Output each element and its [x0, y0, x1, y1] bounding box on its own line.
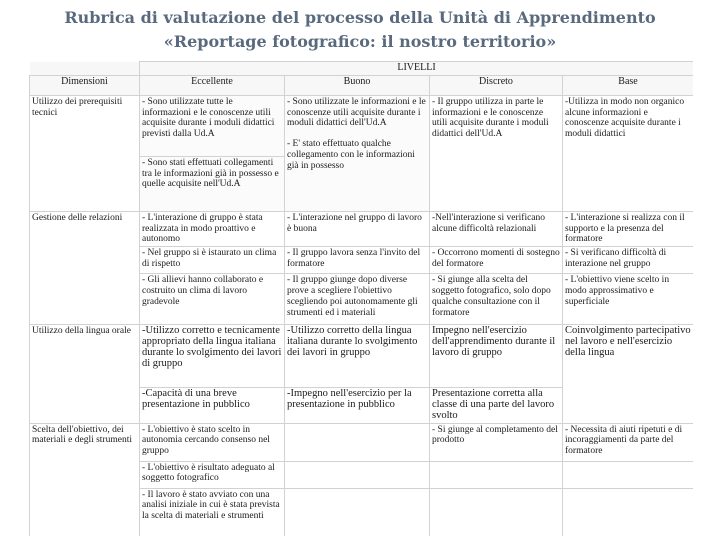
- dim3-buono-b: -Impegno nell'esercizio per la presentazione in pubblico: [285, 388, 430, 423]
- dim4-buono-empty: [285, 423, 430, 461]
- dim4-discreto: - Si giunge al completamento del prodotto: [430, 423, 563, 461]
- levels-header-row: [30, 62, 694, 76]
- dim1-buono-b: - E' stato effettuato qualche collegamento con le informazioni già in possesso: [287, 139, 415, 171]
- dim2-base-a: - L'interazione si realizza con il supporto e la presenza del formatore: [563, 211, 694, 246]
- dim2-discreto-b: - Occorrono momenti di sostegno del formatore: [430, 247, 563, 274]
- header-discreto: Discreto: [430, 75, 563, 95]
- dim2-buono-b: - Il gruppo lavora senza l'invito del formatore: [285, 247, 430, 274]
- dimension-lingua-orale: Utilizzo della lingua orale: [30, 325, 140, 423]
- dimension-relazioni: Gestione delle relazioni: [30, 211, 140, 324]
- dimension-scelta-obiettivo: Scelta dell'obiettivo, dei materiali e degli strumenti: [30, 423, 140, 536]
- dim4-base: - Necessita di aiuti ripetuti e di incoraggiamenti da parte del formatore: [563, 423, 694, 461]
- levels-header-blank: [30, 62, 140, 76]
- header-base: Base: [563, 75, 694, 95]
- title-line-2: «Reportage fotografico: il nostro territorio»: [163, 32, 557, 51]
- dim1-discreto: - Il gruppo utilizza in parte le informazioni e le conoscenze utili acquisite durante i moduli didattici dell'Ud.A: [430, 95, 563, 211]
- dim4-eccellente-c: - Il lavoro è stato avviato con una analisi iniziale in cui è stata prevista la scelta di materiali e strumenti: [140, 488, 285, 536]
- table-row: [30, 423, 694, 461]
- dim2-discreto-c: - Si giunge alla scelta del soggetto fotografico, solo dopo qualche consultazione con il formatore: [430, 274, 563, 325]
- dim1-buono-a: - Sono utilizzate le informazioni e le conoscenze utili acquisite durante i moduli didattici dell'Ud.A: [287, 96, 426, 129]
- dim2-eccellente-c: - Gli allievi hanno collaborato e costruito un clima di lavoro gradevole: [140, 274, 285, 325]
- dim4-base-empty-2: [563, 488, 694, 536]
- dim3-buono-a: -Utilizzo corretto della lingua italiana durante lo svolgimento dei lavori in gruppo: [285, 325, 430, 388]
- dim1-base: -Utilizza in modo non organico alcune informazioni e conoscenze acquisite durante i moduli didattici: [563, 95, 694, 211]
- dim3-eccellente-b: -Capacità di una breve presentazione in pubblico: [140, 388, 285, 423]
- dim4-buono-empty-3: [285, 488, 430, 536]
- dim2-discreto-a: -Nell'interazione si verificano alcune difficoltà relazionali: [430, 211, 563, 246]
- dim1-buono: [285, 95, 430, 211]
- dim4-discreto-empty-2: [430, 488, 563, 536]
- table-row: [30, 211, 694, 246]
- dim2-eccellente-b: - Nel gruppo si è istaurato un clima di rispetto: [140, 247, 285, 274]
- dim4-eccellente-a: - L'obiettivo è stato scelto in autonomia cercando consenso nel gruppo: [140, 423, 285, 461]
- title-line-1: Rubrica di valutazione del processo della Unità di Apprendimento: [64, 8, 656, 27]
- dim4-discreto-empty: [430, 461, 563, 488]
- header-eccellente: Eccellente: [140, 75, 285, 95]
- table-row: [30, 95, 694, 156]
- dim1-eccellente-b: - Sono stati effettuati collegamenti tra le informazioni già in possesso e quelle acquisite nell'Ud.A: [140, 156, 285, 211]
- table-row: [30, 325, 694, 388]
- dim2-buono-a: - L'interazione nel gruppo di lavoro è buona: [285, 211, 430, 246]
- dim4-base-empty: [563, 461, 694, 488]
- dim2-base-b: - Si verificano difficoltà di interazione nel gruppo: [563, 247, 694, 274]
- dim3-eccellente-a: -Utilizzo corretto e tecnicamente appropriato della lingua italiana durante lo svolgimento dei lavori di gruppo: [140, 325, 285, 388]
- dim2-buono-c: - Il gruppo giunge dopo diverse prove a scegliere l'obiettivo scegliendo poi autonomamente gli strumenti ed i materiali: [285, 274, 430, 325]
- levels-header: LIVELLI: [140, 62, 694, 76]
- document-title: [0, 6, 720, 54]
- dim2-eccellente-a: - L'interazione di gruppo è stata realizzata in modo proattivo e autonomo: [140, 211, 285, 246]
- rubric-table-container: [29, 61, 693, 536]
- dim4-eccellente-b: - L'obiettivo è risultato adeguato al soggetto fotografico: [140, 461, 285, 488]
- dim3-discreto-b: Presentazione corretta alla classe di una parte del lavoro svolto: [430, 388, 563, 423]
- column-header-row: [30, 75, 694, 95]
- dim4-buono-empty-2: [285, 461, 430, 488]
- rubric-table: [29, 61, 693, 536]
- dim2-base-c: - L'obiettivo viene scelto in modo approssimativo e superficiale: [563, 274, 694, 325]
- dimension-prerequisiti: Utilizzo dei prerequisiti tecnici: [30, 95, 140, 211]
- dim1-eccellente-a: - Sono utilizzate tutte le informazioni e le conoscenze utili acquisite durante i moduli didattici previsti dalla Ud.A: [140, 95, 285, 156]
- dim3-discreto-a: Impegno nell'esercizio dell'apprendimento durante il lavoro di gruppo: [430, 325, 563, 388]
- header-buono: Buono: [285, 75, 430, 95]
- dim3-base: Coinvolgimento partecipativo nel lavoro e nell'esercizio della lingua: [563, 325, 694, 423]
- header-dimensioni: Dimensioni: [30, 75, 140, 95]
